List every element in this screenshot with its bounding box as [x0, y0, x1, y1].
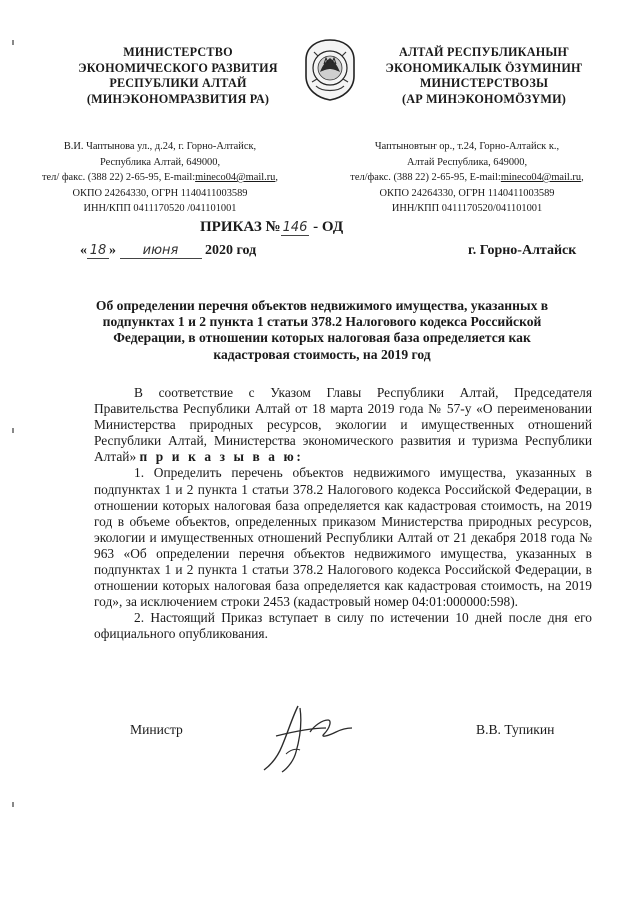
order-subject: Об определении перечня объектов недвижимого имущества, указанных в подпунктах 1 и 2 пункта 1 статьи 378.2 Налогового кодекса Российской Федерации, в отношении которых налоговая база определяется как кадастровая стоимость, на 2019 год	[95, 298, 549, 362]
preamble-paragraph	[94, 385, 592, 465]
address-line	[0, 170, 320, 186]
order-body	[94, 385, 592, 643]
ministry-header-altai	[364, 45, 604, 107]
order-title	[200, 219, 480, 236]
header-line: ЭКОНОМИЧЕСКОГО РАЗВИТИЯ	[78, 60, 278, 75]
phone-fax-text: тел/факс. (388 22) 2-65-95, E-mail:	[350, 172, 501, 183]
item-2-paragraph: 2. Настоящий Приказ вступает в силу по истечении 10 дней после дня его официального опубликования.	[94, 610, 592, 642]
order-number: 146	[282, 220, 308, 235]
order-date	[80, 243, 256, 259]
signer-name: В.В. Тупикин	[476, 722, 555, 737]
date-year: 2020 год	[205, 243, 257, 258]
header-line: ЭКОНОМИКАЛЫК ӦЗҮМИНИҤ	[385, 60, 583, 75]
address-block-altai	[326, 139, 608, 217]
address-block-russian	[0, 139, 320, 217]
date-day: 18	[87, 243, 109, 259]
order-label: ПРИКАЗ №	[200, 219, 281, 235]
punctuation: ,	[581, 172, 584, 183]
order-suffix: - ОД	[313, 219, 344, 235]
header-line: МИНИСТЕРСТВО	[123, 45, 233, 59]
coat-of-arms-emblem-icon	[302, 38, 358, 102]
address-line: Чаптыновтыҥ ор., т.24, Горно-Алтайск к.,	[374, 141, 560, 152]
header-line: (АР МИНЭКОНОМӦЗҮМИ)	[401, 91, 567, 106]
email-link[interactable]: mineco04@mail.ru	[195, 172, 276, 183]
address-line: В.И. Чаптынова ул., д.24, г. Горно-Алтайск,	[63, 141, 257, 152]
header-line: РЕСПУБЛИКИ АЛТАЙ	[109, 76, 247, 90]
address-line	[326, 170, 608, 186]
scan-mark	[12, 40, 14, 45]
ministry-header-russian	[50, 45, 306, 107]
address-line: ИНН/КПП 0411170520/041101001	[391, 203, 543, 214]
punctuation: ,	[275, 172, 278, 183]
quote-open: «	[80, 243, 87, 258]
header-line: МИНИСТЕРСТВОЗЫ	[419, 76, 549, 90]
signer-position: Министр	[130, 722, 183, 737]
header-line: (МИНЭКОНОМРАЗВИТИЯ РА)	[86, 91, 270, 106]
city-name: г. Горно-Алтайск	[468, 243, 577, 258]
quote-close: »	[109, 243, 116, 258]
orders-word: п р и к а з ы в а ю:	[139, 449, 304, 465]
phone-fax-text: тел/ факс. (388 22) 2-65-95, E-mail:	[42, 172, 196, 183]
address-line: ОКПО 24264330, ОГРН 1140411003589	[379, 187, 555, 199]
address-line: Алтай Республика, 649000,	[406, 156, 528, 168]
scan-mark	[12, 802, 14, 807]
address-line: ИНН/КПП 0411170520 /041101001	[83, 203, 237, 214]
preamble-text: В соответствие с Указом Главы Республики Алтай, Председателя Правительства Республики Алтай от 18 марта 2019 года № 57-у «О переименовании Министерства природных ресурсов, экологии и имущественных отношений Республики Алтай, Министерства экономического развития и туризма Республики Алтай»	[94, 385, 592, 465]
scan-mark	[12, 428, 14, 433]
header-line: АЛТАЙ РЕСПУБЛИКАНЫҤ	[399, 45, 569, 59]
address-line: ОКПО 24264330, ОГРН 1140411003589	[72, 187, 248, 199]
date-month: июня	[120, 243, 202, 259]
email-link[interactable]: mineco04@mail.ru	[500, 172, 582, 183]
item-1-paragraph: 1. Определить перечень объектов недвижимого имущества, указанных в подпунктах 1 и 2 пункта 1 статьи 378.2 Налогового кодекса Российской Федерации, в отношении которых налоговая база определяется как кадастровая стоимость, на 2019 год в объеме объектов, определенных приказом Министерства природных ресурсов, экологии и имущественных отношений Республики Алтай от 21 декабря 2018 года № 963 «Об определении перечня объектов недвижимого имущества, указанных в подпунктах 1 и 2 пункта 1 статьи 378.2 Налогового кодекса Российской Федерации, в отношении которых налоговая база определяется как кадастровая стоимость, на 2019 год», за исключением строки 2453 (кадастровый номер 04:01:000000:598).	[94, 465, 592, 610]
handwritten-signature-icon	[252, 698, 362, 778]
address-line: Республика Алтай, 649000,	[99, 156, 221, 168]
